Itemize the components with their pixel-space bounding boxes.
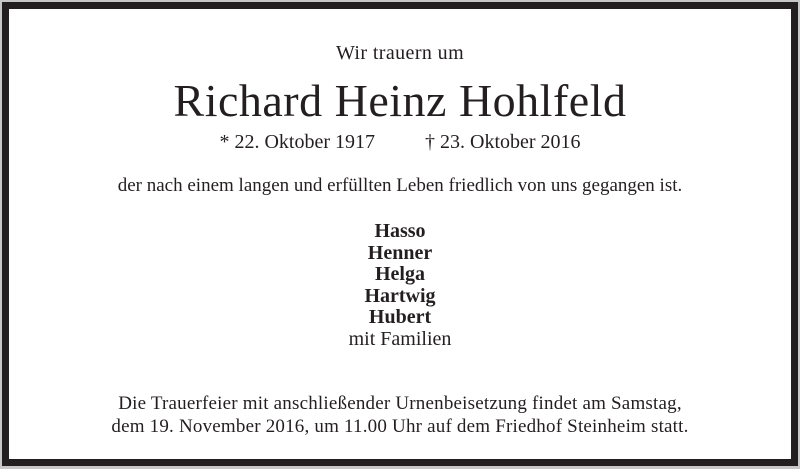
tribute-line: der nach einem langen und erfüllten Leben friedlich von uns gegangen ist. xyxy=(117,175,683,196)
funeral-details xyxy=(9,392,791,438)
intro-line: Wir trauern um xyxy=(335,42,465,64)
mourner-name: Hartwig xyxy=(364,284,436,307)
death-date: † 23. Oktober 2016 xyxy=(425,131,581,153)
mourner-name: Hubert xyxy=(368,306,432,328)
mourner-name: Henner xyxy=(367,241,433,264)
obituary-card xyxy=(2,2,798,466)
mourner-name: Helga xyxy=(375,263,425,285)
funeral-line-2: dem 19. November 2016, um 11.00 Uhr auf dem Friedhof Steinheim statt. xyxy=(111,416,689,437)
birth-date: * 22. Oktober 1917 xyxy=(219,131,375,153)
mourners-list xyxy=(9,221,791,350)
mourners-suffix: mit Familien xyxy=(348,327,452,350)
funeral-line-1: Die Trauerfeier mit anschließender Urnenbeisetzung findet am Samstag, xyxy=(118,393,682,414)
mourner-name: Hasso xyxy=(374,220,426,242)
deceased-name: Richard Heinz Hohlfeld xyxy=(173,75,627,126)
life-dates xyxy=(9,131,791,154)
